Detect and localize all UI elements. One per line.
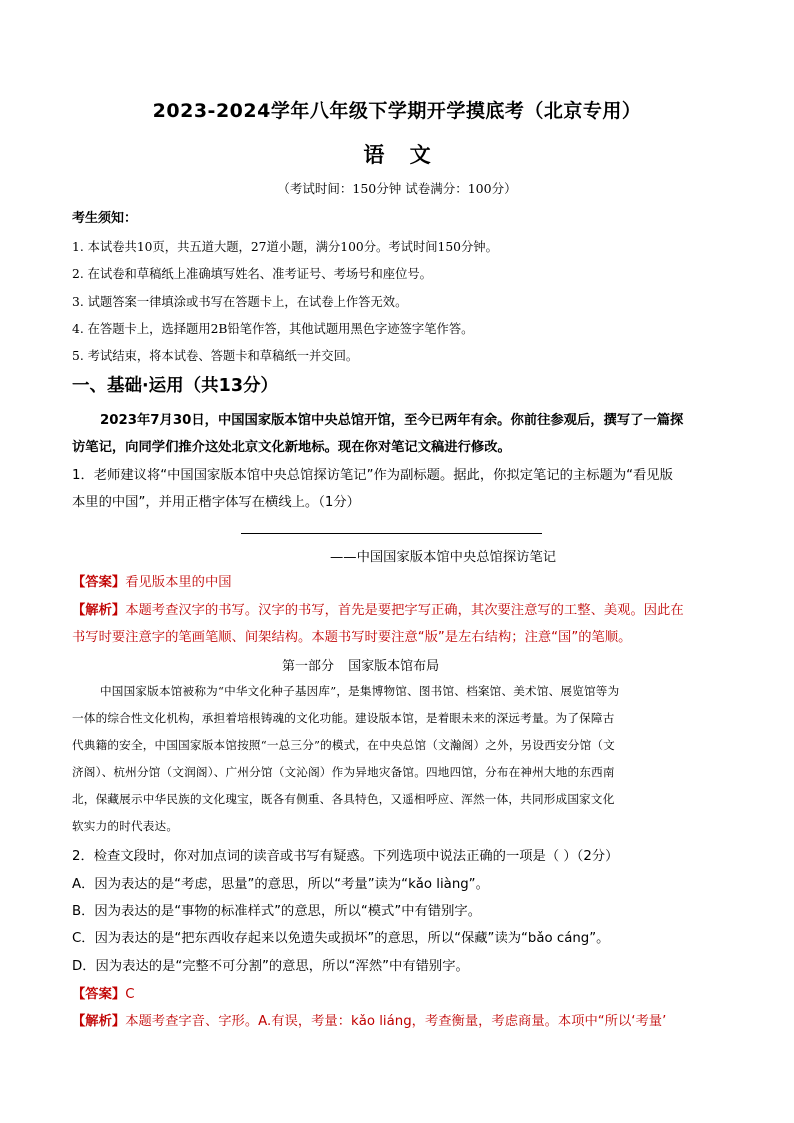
explanation-tag: 【解析】 (72, 603, 126, 618)
answer-tag: 【答案】 (72, 987, 126, 1002)
part-heading: 第一部分 国家版本馆布局 (282, 659, 440, 674)
option-a: A．因为表达的是“考虑，思量”的意思，所以“考量”读为“kǎo liàng”。 (72, 877, 489, 892)
question-2: 2．检查文段时，你对加点词的读音或书写有疑惑。下列选项中说法正确的一项是（ ）（2分） (72, 849, 619, 864)
notice-item: 1. 本试卷共10页，共五道大题，27道小题，满分100分。考试时间150分钟。 (72, 240, 498, 254)
notice-item: 4. 在答题卡上，选择题用2B铅笔作答，其他试题用黑色字迹签字笔作答。 (72, 322, 474, 336)
passage-line: 软实力的时代表达。 (72, 819, 179, 833)
explanation-tag: 【解析】 (72, 1014, 126, 1029)
passage-line: 一体的综合性文化机构，承担着培根铸魂的文化功能。建设版本馆，是着眼未来的深远考量。为了保障古 (72, 711, 615, 725)
passage-line: 北，保藏展示中华民族的文化瑰宝，既各有侧重、各具特色，又遥相呼应、浑然一体，共同形成国家文化 (72, 792, 615, 806)
explanation-2-line (72, 1010, 722, 1029)
passage-line: 济阁）、杭州分馆（文润阁）、广州分馆（文沁阁）作为异地灾备馆。四地四馆，分布在神州大地的东西南 (72, 765, 615, 779)
notice-item: 2. 在试卷和草稿纸上准确填写姓名、准考证号、考场号和座位号。 (72, 267, 432, 281)
note-subtitle: ——中国国家版本馆中央总馆探访笔记 (330, 550, 557, 565)
notice-item: 3. 试题答案一律填涂或书写在答题卡上，在试卷上作答无效。 (72, 295, 408, 309)
explanation-text: 本题考查字音、字形。A.有误，考量：kǎo liáng，考查衡量，考虑商量。本项中“所以‘考量’ (125, 1014, 667, 1029)
answer-blank-line (241, 533, 542, 534)
exam-title: 2023-2024学年八年级下学期开学摸底考（北京专用） (152, 100, 642, 122)
answer-1 (72, 571, 232, 590)
option-d: D．因为表达的是“完整不可分割”的意思，所以“浑然”中有错别字。 (72, 959, 469, 974)
question-1-line: 本里的中国”，并用正楷字体写在横线上。（1分） (72, 495, 360, 510)
passage-line: 中国国家版本馆被称为“中华文化种子基因库”，是集博物馆、图书馆、档案馆、美术馆、展览馆等为 (100, 684, 620, 698)
intro-line: 2023年7月30日，中国国家版本馆中央总馆开馆，至今已两年有余。你前往参观后，撰写了一篇探 (100, 413, 684, 428)
explanation-text: 本题考查汉字的书写。汉字的书写，首先是要把字写正确，其次要注意写的工整、美观。因此在 (125, 603, 684, 618)
section-heading: 一、基础·运用（共13分） (72, 376, 279, 396)
option-b: B．因为表达的是“事物的标准样式”的意思，所以“模式”中有错别字。 (72, 904, 481, 919)
option-c: C．因为表达的是“把东西收存起来以免遗失或损坏”的意思，所以“保藏”读为“bǎo cáng”。 (72, 931, 610, 946)
notice-heading: 考生须知： (72, 211, 138, 226)
notice-item: 5. 考试结束，将本试卷、答题卡和草稿纸一并交回。 (72, 349, 359, 363)
subject-title: 语 文 (363, 143, 431, 167)
intro-line: 访笔记，向同学们推介这处北京文化新地标。现在你对笔记文稿进行修改。 (72, 440, 511, 455)
question-1-line: 1．老师建议将“中国国家版本馆中央总馆探访笔记”作为副标题。据此，你拟定笔记的主标题为“看见版 (72, 468, 673, 483)
explanation-1-line (72, 599, 684, 618)
answer-text: C (125, 987, 135, 1002)
passage-line: 代典籍的安全，中国国家版本馆按照“一总三分”的模式，在中央总馆（文瀚阁）之外，另设西安分馆（文 (72, 738, 615, 752)
explanation-1-line: 书写时要注意字的笔画笔顺、间架结构。本题书写时要注意“版”是左右结构；注意“国”的笔顺。 (72, 630, 632, 645)
answer-tag: 【答案】 (72, 575, 126, 590)
answer-text: 看见版本里的中国 (125, 575, 232, 590)
answer-2 (72, 983, 134, 1002)
exam-time-info: （考试时间：150分钟 试卷满分：100分） (277, 181, 517, 196)
